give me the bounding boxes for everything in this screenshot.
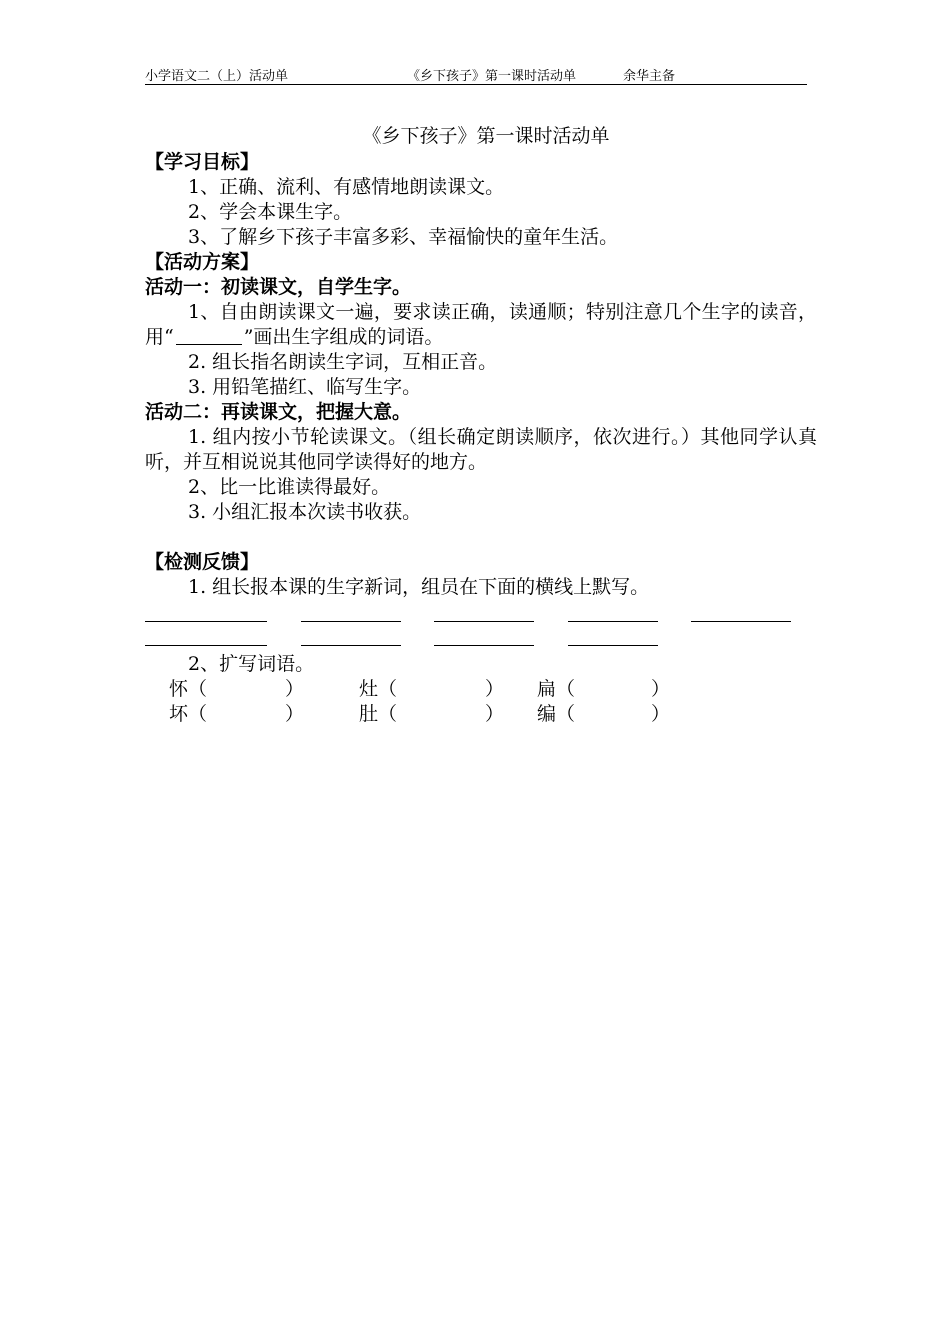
dictation-line[interactable] — [145, 644, 267, 646]
expand-word-item[interactable] — [537, 702, 670, 727]
activity2-title: 活动二：再读课文，把握大意。 — [145, 401, 412, 423]
dictation-line[interactable] — [691, 620, 791, 622]
open-paren: （ — [188, 703, 208, 725]
activity2-item2: 2、比一比谁读得最好。 — [188, 476, 391, 498]
close-paren: ） — [285, 678, 305, 700]
dictation-line[interactable] — [568, 620, 658, 622]
dictation-line[interactable] — [301, 620, 401, 622]
dictation-lines — [145, 600, 817, 652]
feedback-item2: 2、扩写词语。 — [188, 653, 315, 675]
close-paren: ） — [485, 678, 505, 700]
plan-heading: 【活动方案】 — [145, 251, 260, 273]
activity1-item1 — [145, 300, 817, 350]
activity1-title: 活动一：初读课文，自学生字。 — [145, 276, 412, 298]
feedback-item1: 1. 组长报本课的生字新词，组员在下面的横线上默写。 — [188, 576, 650, 598]
dictation-line[interactable] — [301, 644, 401, 646]
goal-item: 1、正确、流利、有感情地朗读课文。 — [188, 176, 505, 198]
dictation-line[interactable] — [568, 644, 658, 646]
expand-char: 灶 — [359, 678, 379, 700]
close-paren: ） — [651, 703, 671, 725]
answer-blank[interactable] — [575, 702, 651, 727]
open-paren: （ — [188, 678, 208, 700]
open-paren: （ — [556, 678, 576, 700]
answer-blank[interactable] — [207, 702, 285, 727]
open-paren: （ — [378, 703, 398, 725]
activity1-item1-text-a: 1、自由朗读课文一遍，要求读正确，读通顺；特别注意几个生字的读音，用“ — [145, 301, 817, 348]
feedback-heading: 【检测反馈】 — [145, 551, 260, 573]
answer-blank[interactable] — [575, 677, 651, 702]
activity2-item3: 3. 小组汇报本次读书收获。 — [188, 501, 422, 523]
close-paren: ） — [485, 703, 505, 725]
expand-char: 扁 — [537, 678, 557, 700]
close-paren: ） — [651, 678, 671, 700]
dictation-line[interactable] — [145, 620, 267, 622]
answer-blank[interactable] — [207, 677, 285, 702]
open-paren: （ — [378, 678, 398, 700]
expand-word-item[interactable] — [537, 677, 670, 702]
header-course: 小学语文二（上）活动单 — [145, 69, 289, 84]
spacer — [145, 525, 817, 550]
goal-item: 3、了解乡下孩子丰富多彩、幸福愉快的童年生活。 — [188, 226, 619, 248]
open-paren: （ — [556, 703, 576, 725]
page-header — [145, 64, 807, 85]
activity1-item3: 3. 用铅笔描红、临写生字。 — [188, 376, 422, 398]
close-paren: ） — [285, 703, 305, 725]
activity1-item2: 2. 组长指名朗读生字词，互相正音。 — [188, 351, 498, 373]
dictation-line[interactable] — [434, 620, 534, 622]
expand-char: 怀 — [169, 678, 189, 700]
activity1-item1-text-b: ”画出生字组成的词语。 — [243, 326, 444, 348]
goals-heading: 【学习目标】 — [145, 151, 260, 173]
header-author: 余华主备 — [623, 69, 676, 84]
page-title: 《乡下孩子》第一课时活动单 — [362, 125, 610, 147]
answer-blank[interactable] — [397, 702, 485, 727]
worksheet-body — [145, 124, 817, 727]
expand-word-item[interactable] — [359, 702, 537, 727]
goal-item: 2、学会本课生字。 — [188, 201, 353, 223]
expand-char: 肚 — [359, 703, 379, 725]
activity2-item1: 1. 组内按小节轮读课文。（组长确定朗读顺序，依次进行。）其他同学认真听，并互相说说其他同学读得好的地方。 — [145, 426, 817, 473]
expand-char: 坏 — [169, 703, 189, 725]
expand-words-row — [145, 702, 817, 727]
expand-char: 编 — [537, 703, 557, 725]
expand-words-row — [145, 677, 817, 702]
answer-blank[interactable] — [397, 677, 485, 702]
expand-word-item[interactable] — [169, 702, 359, 727]
expand-word-item[interactable] — [359, 677, 537, 702]
expand-word-item[interactable] — [169, 677, 359, 702]
header-lesson: 《乡下孩子》第一课时活动单 — [407, 69, 577, 84]
dictation-line[interactable] — [434, 644, 534, 646]
underline-mark-blank — [176, 326, 242, 345]
